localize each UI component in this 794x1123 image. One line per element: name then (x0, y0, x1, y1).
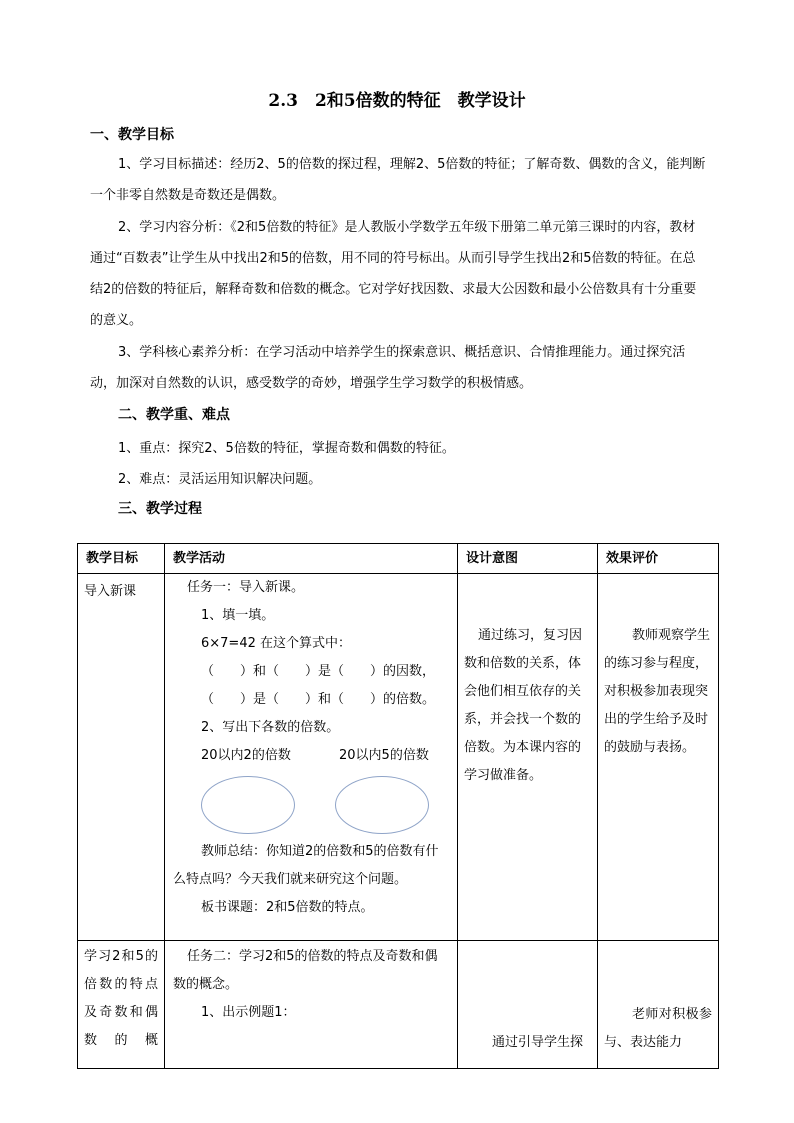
activity-line: 2、写出下各数的倍数。 (201, 720, 340, 735)
multiples-labels (173, 742, 449, 770)
page-title: 2.3 2和5倍数的特征 教学设计 (268, 91, 526, 111)
board-title: 板书课题：2和5倍数的特点。 (201, 900, 374, 915)
table-row (78, 574, 719, 941)
activity-task: 任务二：学习2和5的倍数的特点及奇数和偶数的概念。 (173, 949, 438, 992)
table-header-row (78, 544, 719, 574)
section-heading-process: 三、教学过程 (118, 501, 202, 517)
activity-line: （ ）是（ ）和（ ）的倍数。 (201, 692, 436, 707)
multiples-of-2-label: 20以内2的倍数 (201, 748, 291, 763)
multiples-of-5-label: 20以内5的倍数 (339, 748, 429, 763)
objective-paragraph-1 (90, 149, 706, 211)
goal-text: 导入新课 (84, 584, 137, 599)
section-heading-objectives: 一、教学目标 (90, 127, 174, 143)
evaluation-text: 老师对积极参与、表达能力 (604, 1007, 712, 1050)
evaluation-cell (598, 941, 719, 1069)
header-cell: 设计意图 (458, 544, 598, 574)
evaluation-text: 教师观察学生的练习参与程度，对积极参加表现突出的学生给予及时的鼓励与表扬。 (604, 628, 711, 755)
intent-text: 通过引导学生探 (492, 1035, 584, 1050)
teaching-process-table (77, 543, 719, 1069)
answer-oval-5 (335, 776, 429, 834)
objective-text-1: 1、学习目标描述：经历2、5的倍数的探过程，理解2、5倍数的特征；了解奇数、偶数的含义，能判断一个非零自然数是奇数还是偶数。 (90, 157, 706, 203)
intent-cell (458, 941, 598, 1069)
section-heading-key-points: 二、教学重、难点 (118, 407, 230, 423)
difficulty-item: 2、难点：灵活运用知识解决问题。 (118, 472, 322, 487)
header-cell: 教学活动 (165, 544, 458, 574)
header-cell: 效果评价 (598, 544, 719, 574)
answer-ovals (173, 776, 449, 838)
objective-paragraph-2 (90, 212, 706, 336)
activity-cell (165, 574, 458, 941)
objective-text-3: 3、学科核心素养分析：在学习活动中培养学生的探索意识、概括意识、合情推理能力。通过探究活动，加深对自然数的认识，感受数学的奇妙，增强学生学习数学的积极情感。 (90, 345, 686, 391)
goal-cell (78, 574, 165, 941)
objective-text-2: 2、学习内容分析：《2和5倍数的特征》是人教版小学数学五年级下册第二单元第三课时的内容，教材通过“百数表”让学生从中找出2和5的倍数，用不同的符号标出。从而引导学生找出2和5倍数的特征。在总结2的倍数的特征后，解释奇数和倍数的概念。它对学好找因数、求最大公因数和最小公倍数具有十分重要的意义。 (90, 220, 697, 328)
activity-line: 1、填一填。 (201, 608, 275, 623)
intent-text: 通过练习，复习因数和倍数的关系，体会他们相互依存的关系，并会找一个数的倍数。为本课内容的学习做准备。 (464, 628, 583, 783)
activity-line: 6×7=42 在这个算式中： (201, 636, 352, 651)
activity-line: 任务一：导入新课。 (187, 580, 305, 595)
answer-oval-2 (201, 776, 295, 834)
activity-line: （ ）和（ ）是（ ）的因数， (201, 664, 436, 679)
activity-example: 1、出示例题1： (201, 1005, 296, 1020)
table-row (78, 941, 719, 1069)
key-point-item: 1、重点：探究2、5倍数的特征，掌握奇数和偶数的特征。 (118, 441, 455, 456)
goal-cell (78, 941, 165, 1069)
intent-cell (458, 574, 598, 941)
objective-paragraph-3 (90, 337, 706, 399)
goal-text: 学习2和5的倍数的特点及奇数和偶数的概 (84, 949, 158, 1048)
activity-cell (165, 941, 458, 1069)
teacher-summary: 教师总结：你知道2的倍数和5的倍数有什么特点吗？今天我们就来研究这个问题。 (173, 844, 439, 887)
header-cell: 教学目标 (78, 544, 165, 574)
evaluation-cell (598, 574, 719, 941)
